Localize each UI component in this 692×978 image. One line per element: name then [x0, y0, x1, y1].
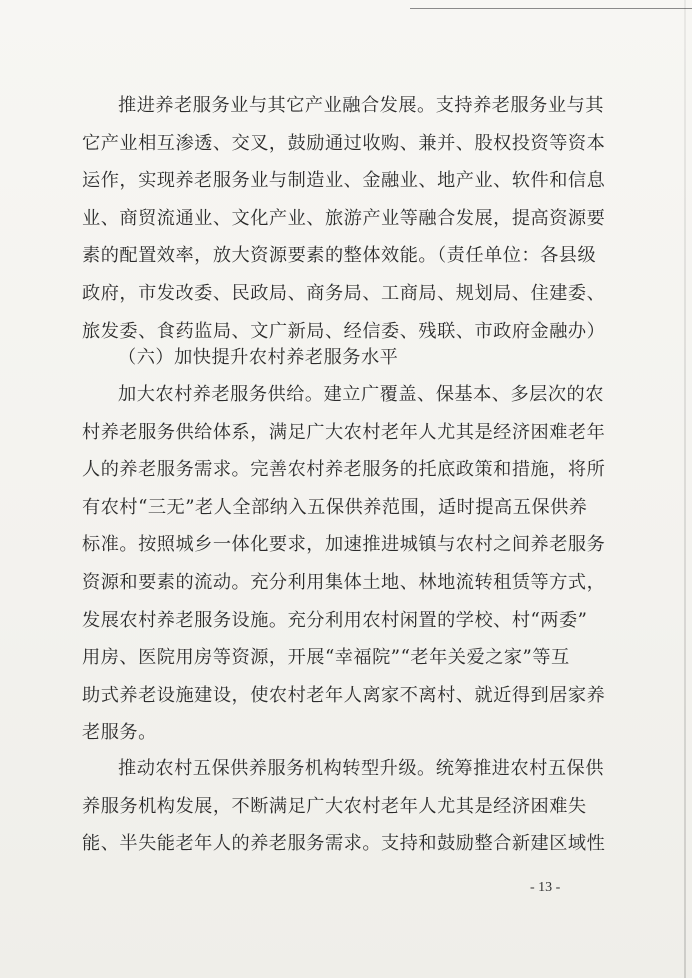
top-edge-rule	[410, 8, 692, 9]
paragraph-line: 推动农村五保供养服务机构转型升级。统筹推进农村五保供	[118, 758, 604, 779]
paragraph-line: 标准。按照城乡一体化要求，加速推进城镇与农村之间养老服务	[82, 534, 606, 555]
paragraph-line: 旅发委、食药监局、文广新局、经信委、残联、市政府金融办）	[82, 321, 606, 342]
paragraph-line: 业、商贸流通业、文化产业、旅游产业等融合发展，提高资源要	[82, 208, 606, 229]
paragraph-line: 资源和要素的流动。充分利用集体土地、林地流转租赁等方式，	[82, 572, 606, 593]
paragraph-line: 能、半失能老年人的养老服务需求。支持和鼓励整合新建区域性	[82, 833, 606, 854]
paragraph-line: 加大农村养老服务供给。建立广覆盖、保基本、多层次的农	[118, 384, 604, 405]
paragraph-line: 有农村“三无”老人全部纳入五保供养范围，适时提高五保供养	[82, 497, 588, 518]
page-number: - 13 -	[530, 880, 561, 895]
paragraph-line: 运作，实现养老服务业与制造业、金融业、地产业、软件和信息	[82, 170, 606, 191]
paragraph-line: 政府，市发改委、民政局、商务局、工商局、规划局、住建委、	[82, 283, 606, 304]
paragraph-line: 用房、医院用房等资源，开展“幸福院”“老年关爱之家”等互	[82, 647, 570, 668]
paragraph-line: 养服务机构发展，不断满足广大农村老年人尤其是经济困难失	[82, 796, 587, 817]
paragraph-line: 老服务。	[82, 722, 157, 743]
section-heading: （六）加快提升农村养老服务水平	[118, 347, 399, 368]
paragraph-line: 素的配置效率，放大资源要素的整体效能。（责任单位：各县级	[82, 245, 597, 266]
paragraph-line: 助式养老设施建设，使农村老年人离家不离村、就近得到居家养	[82, 685, 606, 706]
paragraph-line: 推进养老服务业与其它产业融合发展。支持养老服务业与其	[118, 95, 604, 116]
page-edge-shadow	[684, 0, 686, 978]
paragraph-line: 它产业相互渗透、交叉，鼓励通过收购、兼并、股权投资等资本	[82, 133, 606, 154]
paragraph-line: 村养老服务供给体系，满足广大农村老年人尤其是经济困难老年	[82, 422, 606, 443]
paragraph-line: 人的养老服务需求。完善农村养老服务的托底政策和措施，将所	[82, 459, 606, 480]
paragraph-line: 发展农村养老服务设施。充分利用农村闲置的学校、村“两委”	[82, 610, 588, 631]
